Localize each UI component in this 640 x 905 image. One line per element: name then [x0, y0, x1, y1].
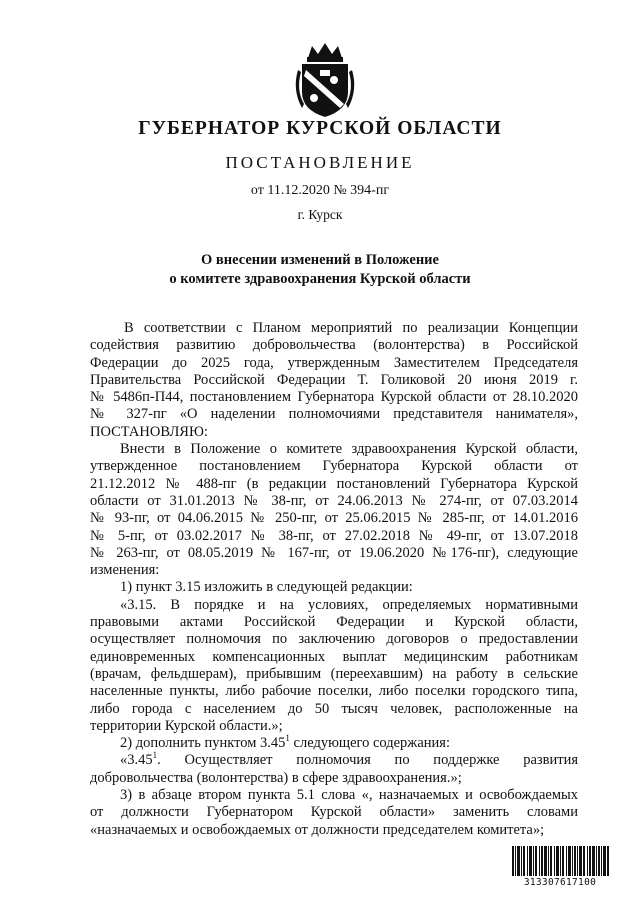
superscript: 1 — [285, 733, 290, 744]
text-span: 2) дополнить пунктом 3.45 — [120, 735, 286, 752]
text-line: 3) в абзаце втором пункта 5.1 слова «, назначаемых и освобождаемых — [120, 787, 578, 804]
text-line: Правительства Российской Федерации Т. Голиковой 20 июня 2019 г. — [90, 371, 578, 388]
superscript: 1 — [152, 750, 158, 761]
text-line: 21.12.2012 № 488-пг (в редакции постановлений Губернатора Курской — [90, 475, 578, 492]
text-line: от должности Губернатором Курской области» заменить словами — [90, 804, 578, 821]
text-line: изменения: — [90, 562, 160, 579]
text-line: № 93-пг, от 04.06.2015 № 250-пг, от 25.06.2015 № 285-пг, от 14.01.2016 — [90, 510, 578, 527]
text-line: «3.15. В порядке и на условиях, определяемых нормативными — [120, 596, 578, 613]
decree-date-number: от 11.12.2020 № 394-пг — [250, 183, 390, 198]
barcode-number: 313307617100 — [523, 877, 597, 888]
governor-title: ГУБЕРНАТОР КУРСКОЙ ОБЛАСТИ — [138, 118, 502, 139]
decree-body — [90, 320, 578, 839]
subject-line: О внесении изменений в Положение — [201, 252, 439, 268]
text-line: № 327-пг «О наделении полномочиями представителя нанимателя», — [90, 406, 578, 423]
barcode-bars — [510, 846, 610, 876]
text-line: ПОСТАНОВЛЯЮ: — [90, 423, 208, 440]
text-line: № 263-пг, от 08.05.2019 № 167-пг, от 19.06.2020 №176-пг), следующие — [90, 544, 578, 561]
text-line: «назначаемых и освобождаемых от должности председателем комитета»; — [90, 821, 545, 838]
text-line: территории Курской области.»; — [90, 717, 283, 734]
text-line — [90, 752, 578, 769]
text-line: единовременных компенсационных выплат медицинским работникам — [90, 648, 578, 665]
text-line: области от 31.01.2013 № 38-пг, от 24.06.2013 № 274-пг, от 07.03.2014 — [90, 492, 578, 509]
decree-subject — [0, 251, 640, 289]
text-line: осуществляет полномочия по заключению договоров о предоставлении — [90, 631, 578, 648]
text-line: В соответствии с Планом мероприятий по реализации Концепции — [124, 320, 578, 336]
text-line: № 5-пг, от 03.02.2017 № 38-пг, от 27.02.2018 № 49-пг, от 13.07.2018 — [90, 527, 578, 544]
text-line: 1) пункт 3.15 изложить в следующей редакции: — [120, 579, 413, 596]
text-line — [90, 735, 578, 752]
text-line: правовыми актами Российской Федерации и Курской области, — [90, 614, 578, 631]
coat-of-arms-icon — [290, 40, 360, 120]
text-span: следующего содержания: — [289, 735, 450, 752]
text-line: Внести в Положение о комитете здравоохранения Курской области, — [120, 441, 578, 458]
text-line: населенные пункты, либо рабочие поселки, либо поселки городского типа, — [90, 683, 578, 700]
text-line: (врачам, фельдшерам), прибывшим (переехавшим) на работу в сельские — [90, 665, 578, 682]
text-line: № 5486п-П44, постановлением Губернатора Курской области от 28.10.2020 — [90, 389, 578, 406]
subject-line: о комитете здравоохранения Курской области — [169, 271, 471, 287]
text-line: либо города с населением до 50 тысяч человек, расположенные на — [90, 700, 578, 717]
text-line: утвержденное постановлением Губернатора Курской области от — [90, 458, 578, 475]
text-line: содействия развитию добровольчества (волонтерства) в Российской — [90, 337, 578, 354]
decree-city: г. Курск — [297, 207, 343, 222]
decree-heading: ПОСТАНОВЛЕНИЕ — [225, 153, 415, 172]
text-span: . Осуществляет полномочия по поддержке развития — [157, 752, 578, 769]
barcode — [510, 846, 610, 890]
text-line: Федерации до 2025 года, утвержденным Заместителем Председателя — [90, 354, 578, 371]
text-span: «3.45 — [120, 752, 153, 769]
text-line: добровольчества (волонтерства) в сфере здравоохранения.»; — [90, 769, 462, 786]
